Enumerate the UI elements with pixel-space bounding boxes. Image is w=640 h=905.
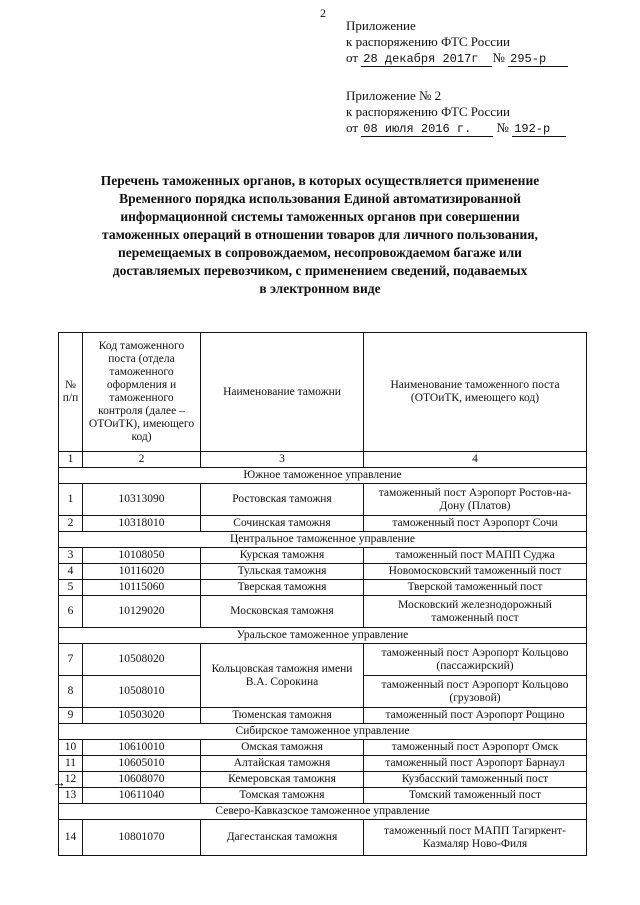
appendix-number: 295-р: [508, 52, 568, 67]
table-row: [59, 772, 587, 788]
post-code: 10116020: [83, 564, 201, 580]
customs-name: Курская таможня: [201, 548, 364, 564]
post-code: 10605010: [83, 756, 201, 772]
customs-name: Кемеровская таможня: [201, 772, 364, 788]
section-title: Северо-Кавказское таможенное управление: [59, 804, 587, 820]
row-number: 1: [59, 484, 83, 516]
post-code: 10108050: [83, 548, 201, 564]
row-number: 7: [59, 644, 83, 676]
table-row: [59, 564, 587, 580]
appendix-title: Приложение: [346, 18, 416, 33]
number-label: №: [496, 120, 509, 135]
post-name: Новомосковский таможенный пост: [364, 564, 587, 580]
table-row: [59, 516, 587, 532]
document-title: [60, 172, 580, 298]
column-number: 1: [59, 452, 83, 468]
row-number: 9: [59, 708, 83, 724]
header-customs: Наименование таможни: [201, 333, 364, 452]
title-line: информационной системы таможенных органов при совершении: [120, 209, 520, 224]
section-row: [59, 724, 587, 740]
section-row: [59, 468, 587, 484]
appendix-date: 08 июля 2016 г.: [361, 122, 493, 137]
appendix-date: 28 декабря 2017г: [361, 52, 492, 67]
post-code: 10129020: [83, 596, 201, 628]
post-code: 10611040: [83, 788, 201, 804]
column-numbers-row: [59, 452, 587, 468]
table-row: [59, 756, 587, 772]
section-row: [59, 804, 587, 820]
customs-name: Тульская таможня: [201, 564, 364, 580]
appendix-number: 192-р: [512, 122, 566, 137]
section-title: Южное таможенное управление: [59, 468, 587, 484]
title-line: перемещаемых в сопровождаемом, несопровождаемом багаже или: [118, 245, 522, 260]
header-code: Код таможенного поста (отдела таможенного оформления и таможенного контроля (далее – ОТОиТК), имеющего код): [83, 333, 201, 452]
customs-table: [58, 332, 587, 856]
row-number: 14: [59, 820, 83, 856]
post-name: таможенный пост Аэропорт Сочи: [364, 516, 587, 532]
post-name: Томский таможенный пост: [364, 788, 587, 804]
arrow-mark-icon: →: [52, 776, 66, 791]
title-line: Временного порядка использования Единой автоматизированной: [119, 191, 521, 206]
customs-name: Тюменская таможня: [201, 708, 364, 724]
row-number: 13: [59, 788, 83, 804]
row-number: 8: [59, 676, 83, 708]
title-line: в электронном виде: [259, 281, 381, 296]
post-code: 10115060: [83, 580, 201, 596]
post-code: 10610010: [83, 740, 201, 756]
appendix-reference: к распоряжению ФТС России: [346, 34, 510, 49]
row-number: 11: [59, 756, 83, 772]
section-row: [59, 532, 587, 548]
post-name: таможенный пост Аэропорт Ростов-на-Дону (Платов): [364, 484, 587, 516]
post-name: таможенный пост Аэропорт Омск: [364, 740, 587, 756]
post-code: 10508010: [83, 676, 201, 708]
customs-name: Алтайская таможня: [201, 756, 364, 772]
table-row: [59, 708, 587, 724]
table-header-row: [59, 333, 587, 452]
section-title: Уральское таможенное управление: [59, 628, 587, 644]
post-name: таможенный пост Аэропорт Рощино: [364, 708, 587, 724]
customs-name: Московская таможня: [201, 596, 364, 628]
row-number: 5: [59, 580, 83, 596]
customs-name: Дагестанская таможня: [201, 820, 364, 856]
customs-name: Сочинская таможня: [201, 516, 364, 532]
from-label: от: [346, 50, 359, 65]
appendix-title: Приложение № 2: [346, 88, 442, 103]
column-number: 4: [364, 452, 587, 468]
title-line: доставляемых перевозчиком, с применением сведений, подаваемых: [112, 263, 528, 278]
table-row: [59, 548, 587, 564]
table-row: [59, 820, 587, 856]
post-name: таможенный пост Аэропорт Кольцово (грузовой): [364, 676, 587, 708]
section-row: [59, 628, 587, 644]
row-number: 2: [59, 516, 83, 532]
table-row: [59, 580, 587, 596]
post-name: Московский железнодорожный таможенный пост: [364, 596, 587, 628]
header-post: Наименование таможенного поста (ОТОиТК, имеющего код): [364, 333, 587, 452]
appendix-block-1: [346, 18, 568, 67]
row-number: 6: [59, 596, 83, 628]
table-row: [59, 740, 587, 756]
section-title: Сибирское таможенное управление: [59, 724, 587, 740]
section-title: Центральное таможенное управление: [59, 532, 587, 548]
appendix-date-line: [346, 50, 568, 67]
post-name: таможенный пост МАПП Суджа: [364, 548, 587, 564]
post-code: 10313090: [83, 484, 201, 516]
post-name: таможенный пост Аэропорт Барнаул: [364, 756, 587, 772]
post-code: 10608070: [83, 772, 201, 788]
row-number: 10: [59, 740, 83, 756]
row-number: 12: [59, 772, 83, 788]
post-code: 10508020: [83, 644, 201, 676]
column-number: 2: [83, 452, 201, 468]
appendix-reference: к распоряжению ФТС России: [346, 104, 510, 119]
column-number: 3: [201, 452, 364, 468]
post-name: таможенный пост МАПП Тагиркент-Казмаляр Ново-Филя: [364, 820, 587, 856]
page-number: 2: [320, 6, 326, 20]
post-code: 10318010: [83, 516, 201, 532]
post-name: Кузбасский таможенный пост: [364, 772, 587, 788]
table-row: [59, 644, 587, 676]
from-label: от: [346, 120, 359, 135]
number-label: №: [492, 50, 505, 65]
table-row: [59, 596, 587, 628]
appendix-date-line: [346, 120, 566, 137]
row-number: 4: [59, 564, 83, 580]
appendix-block-2: [346, 88, 566, 137]
title-line: таможенных операций в отношении товаров для личного пользования,: [102, 227, 538, 242]
title-line: Перечень таможенных органов, в которых осуществляется применение: [100, 173, 540, 188]
post-code: 10801070: [83, 820, 201, 856]
header-num: № п/п: [59, 333, 83, 452]
post-name: Тверской таможенный пост: [364, 580, 587, 596]
customs-name: Тверская таможня: [201, 580, 364, 596]
post-code: 10503020: [83, 708, 201, 724]
customs-name: Ростовская таможня: [201, 484, 364, 516]
customs-name: Кольцовская таможня имени В.А. Сорокина: [201, 644, 364, 708]
customs-name: Омская таможня: [201, 740, 364, 756]
customs-name: Томская таможня: [201, 788, 364, 804]
row-number: 3: [59, 548, 83, 564]
table-row: [59, 788, 587, 804]
post-name: таможенный пост Аэропорт Кольцово (пассажирский): [364, 644, 587, 676]
table-row: [59, 484, 587, 516]
